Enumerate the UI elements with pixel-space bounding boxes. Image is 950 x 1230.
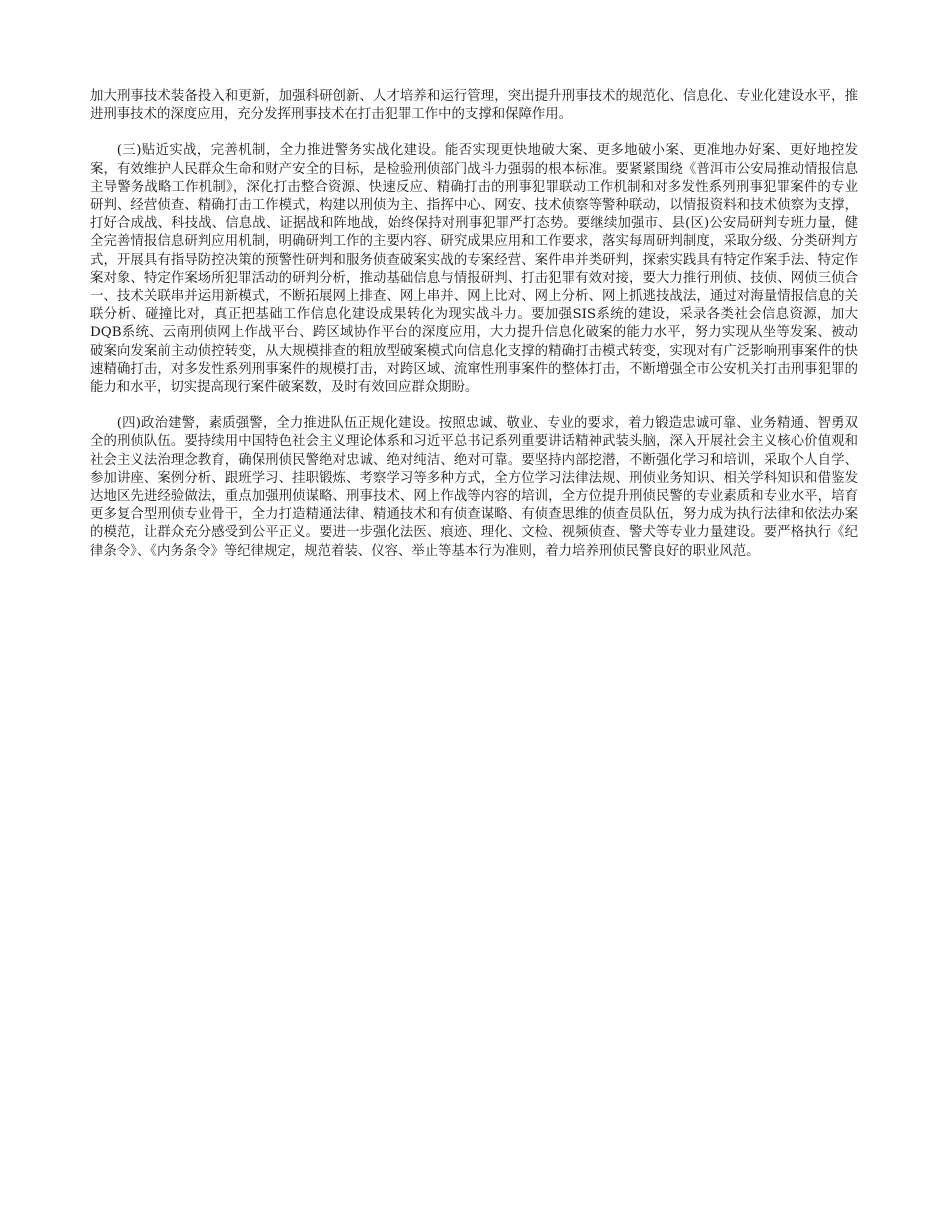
document-body	[90, 88, 858, 579]
paragraph-section-four: (四)政治建警，素质强警，全力推进队伍正规化建设。按照忠诚、敬业、专业的要求，着力锻造忠诚可靠、业务精通、智勇双全的刑侦队伍。要持续用中国特色社会主义理论体系和习近平总书记系列重要讲话精神武装头脑，深入开展社会主义核心价值观和社会主义法治理念教育，确保刑侦民警绝对忠诚、绝对纯洁、绝对可靠。要坚持内部挖潜，不断强化学习和培训，采取个人自学、参加讲座、案例分析、跟班学习、挂职锻炼、考察学习等多种方式，全方位学习法律法规、刑侦业务知识、相关学科知识和借鉴发达地区先进经验做法，重点加强刑侦谋略、刑事技术、网上作战等内容的培训，全方位提升刑侦民警的专业素质和专业水平，培育更多复合型刑侦专业骨干，全力打造精通法律、精通技术和有侦查谋略、有侦查思维的侦查员队伍，努力成为执行法律和依法办案的模范，让群众充分感受到公平正义。要进一步强化法医、痕迹、理化、文检、视频侦查、警犬等专业力量建设。要严格执行《纪律条令》、《内务条令》等纪律规定，规范着装、仪容、举止等基本行为准则，着力培养刑侦民警良好的职业风范。	[90, 416, 858, 559]
paragraph-continuation: 加大刑事技术装备投入和更新，加强科研创新、人才培养和运行管理，突出提升刑事技术的规范化、信息化、专业化建设水平，推进刑事技术的深度应用，充分发挥刑事技术在打击犯罪工作中的支撑和保障作用。	[90, 89, 858, 123]
paragraph-section-three: (三)贴近实战，完善机制，全力推进警务实战化建设。能否实现更快地破大案、更多地破小案、更准地办好案、更好地控发案，有效维护人民群众生命和财产安全的目标，是检验刑侦部门战斗力强弱的根本标准。要紧紧围绕《普洱市公安局推动情报信息主导警务战略工作机制》，深化打击整合资源、快速反应、精确打击的刑事犯罪联动工作机制和对多发性系列刑事犯罪案件的专业研判、经营侦查、精确打击工作模式，构建以刑侦为主、指挥中心、网安、技术侦察等警种联动，以情报资料和技术侦察为支撑，打好合成战、科技战、信息战、证据战和阵地战，始终保持对刑事犯罪严打态势。要继续加强市、县(区)公安局研判专班力量，健全完善情报信息研判应用机制，明确研判工作的主要内容、研究成果应用和工作要求，落实每周研判制度，采取分级、分类研判方式，开展具有指导防控决策的预警性研判和服务侦查破案实战的专案经营、案件串并类研判，探索实践具有特定作案手法、特定作案对象、特定作案场所犯罪活动的研判分析，推动基础信息与情报研判、打击犯罪有效对接，要大力推行刑侦、技侦、网侦三侦合一、技术关联串并运用新模式，不断拓展网上排查、网上串并、网上比对、网上分析、网上抓逃技战法，通过对海量情报信息的关联分析、碰撞比对，真正把基础工作信息化建设成果转化为现实战斗力。要加强SIS系统的建设，采录各类社会信息资源，加大DQB系统、云南刑侦网上作战平台、跨区域协作平台的深度应用，大力提升信息化破案的能力水平，努力实现从坐等发案、被动破案向发案前主动侦控转变，从大规模排查的粗放型破案模式向信息化支撑的精确打击模式转变，实现对有广泛影响刑事案件的快速精确打击，对多发性系列刑事案件的规模打击，对跨区域、流窜性刑事案件的整体打击，不断增强全市公安机关打击刑事犯罪的能力和水平，切实提高现行案件破案数，及时有效回应群众期盼。	[90, 143, 858, 396]
